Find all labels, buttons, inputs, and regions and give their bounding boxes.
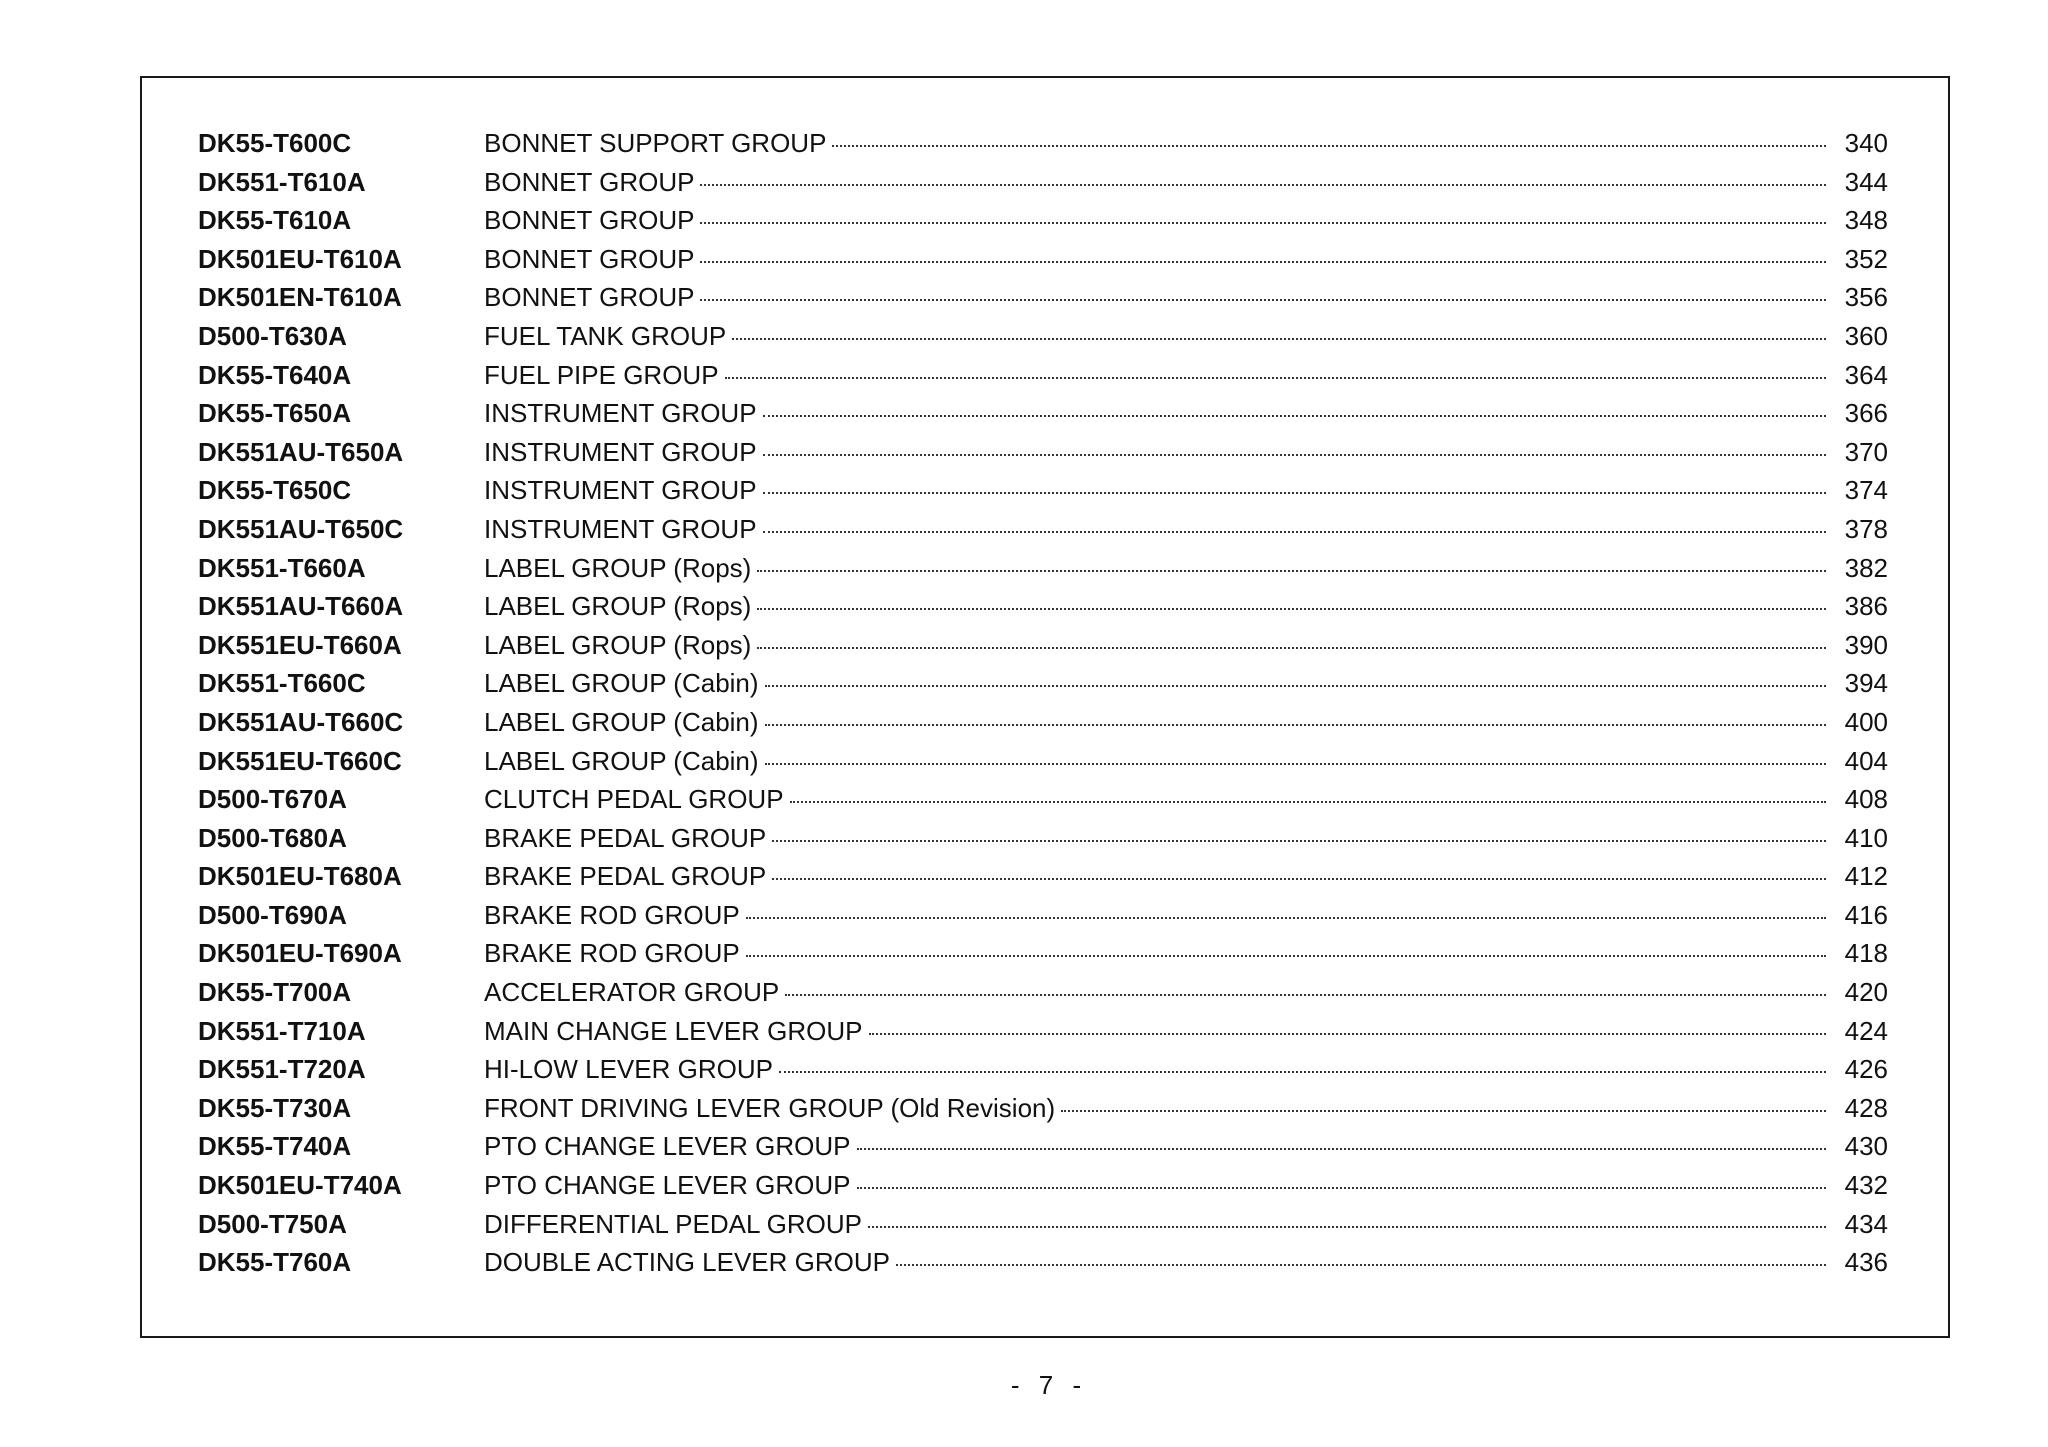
dot-leader	[757, 570, 1826, 572]
part-code: D500-T690A	[198, 899, 347, 930]
group-title: CLUTCH PEDAL GROUP	[484, 784, 784, 815]
group-title: ACCELERATOR GROUP	[484, 977, 780, 1008]
group-title: BRAKE PEDAL GROUP	[484, 861, 767, 892]
dot-leader	[746, 917, 1826, 919]
part-code: DK551EU-T660A	[198, 629, 402, 660]
page-number: - 7 -	[1010, 1370, 1088, 1400]
part-code: DK55-T740A	[198, 1131, 352, 1162]
dot-leader	[725, 377, 1826, 379]
part-code: DK551-T720A	[198, 1054, 366, 1085]
dot-leader	[857, 1187, 1827, 1189]
part-code: DK551EU-T660C	[198, 745, 402, 776]
group-title: BONNET SUPPORT GROUP	[484, 128, 827, 158]
page-ref: 400	[1844, 706, 1888, 737]
part-code: DK551AU-T650C	[198, 513, 404, 544]
part-code: DK501EU-T690A	[198, 938, 402, 969]
part-code: DK551-T710A	[198, 1015, 366, 1046]
group-title: LABEL GROUP (Rops)	[484, 629, 752, 660]
page-ref: 378	[1844, 513, 1888, 544]
toc-entry	[198, 1205, 1888, 1244]
dot-leader	[785, 994, 1826, 996]
toc-entry	[198, 587, 1888, 626]
dot-leader	[732, 338, 1826, 340]
group-title: PTO CHANGE LEVER GROUP	[484, 1170, 851, 1201]
part-code: DK55-T700A	[198, 977, 352, 1008]
toc-entry	[198, 201, 1888, 240]
part-code: DK501EU-T740A	[198, 1170, 402, 1201]
dot-leader	[857, 1148, 1827, 1150]
group-title: FRONT DRIVING LEVER GROUP (Old Revision)	[484, 1092, 1056, 1123]
dot-leader	[763, 492, 1826, 494]
dot-leader	[869, 1033, 1826, 1035]
toc-entry	[198, 240, 1888, 279]
toc-entry	[198, 394, 1888, 433]
page-ref: 416	[1844, 899, 1888, 930]
page-ref: 412	[1844, 861, 1888, 892]
table-of-contents	[198, 124, 1888, 1282]
part-code: D500-T670A	[198, 784, 347, 815]
toc-entry	[198, 896, 1888, 935]
group-title: BONNET GROUP	[484, 166, 695, 197]
page-ref: 434	[1844, 1208, 1888, 1239]
dot-leader	[765, 685, 1826, 687]
dot-leader	[700, 222, 1826, 224]
page-ref: 382	[1844, 552, 1888, 583]
group-title: INSTRUMENT GROUP	[484, 398, 757, 429]
group-title: HI-LOW LEVER GROUP	[484, 1054, 773, 1085]
toc-entry	[198, 973, 1888, 1012]
toc-entry	[198, 780, 1888, 819]
group-title: LABEL GROUP (Cabin)	[484, 668, 759, 699]
toc-entry	[198, 471, 1888, 510]
group-title: BRAKE PEDAL GROUP	[484, 822, 767, 853]
group-title: BRAKE ROD GROUP	[484, 899, 740, 930]
part-code: DK551AU-T660A	[198, 591, 404, 622]
page-ref: 390	[1844, 629, 1888, 660]
dot-leader	[772, 878, 1826, 880]
dot-leader	[763, 531, 1826, 533]
part-code: DK501EN-T610A	[198, 282, 402, 313]
toc-entry	[198, 703, 1888, 742]
group-title: DIFFERENTIAL PEDAL GROUP	[484, 1208, 863, 1239]
part-code: DK551AU-T650A	[198, 436, 404, 467]
dot-leader	[1061, 1110, 1826, 1112]
group-title: LABEL GROUP (Cabin)	[484, 706, 759, 737]
part-code: DK55-T650C	[198, 475, 352, 506]
part-code: D500-T630A	[198, 320, 347, 351]
page-ref: 352	[1844, 243, 1888, 274]
toc-entry	[198, 934, 1888, 973]
toc-entry	[198, 163, 1888, 202]
page-ref: 366	[1844, 398, 1888, 429]
toc-entry	[198, 1050, 1888, 1089]
part-code: DK55-T760A	[198, 1247, 352, 1278]
group-title: DOUBLE ACTING LEVER GROUP	[484, 1247, 890, 1278]
part-code: DK551-T610A	[198, 166, 366, 197]
toc-entry	[198, 742, 1888, 781]
group-title: FUEL TANK GROUP	[484, 320, 727, 351]
part-code: DK55-T650A	[198, 398, 352, 429]
toc-entry	[198, 549, 1888, 588]
toc-entry	[198, 124, 1888, 163]
toc-entry	[198, 510, 1888, 549]
page-ref: 386	[1844, 591, 1888, 622]
page-ref: 426	[1844, 1054, 1888, 1085]
page-ref: 364	[1844, 359, 1888, 390]
page-ref: 394	[1844, 668, 1888, 699]
dot-leader	[763, 415, 1826, 417]
dot-leader	[896, 1264, 1826, 1266]
dot-leader	[700, 299, 1826, 301]
page-ref: 404	[1844, 745, 1888, 776]
page-ref: 348	[1844, 205, 1888, 236]
group-title: BONNET GROUP	[484, 205, 695, 236]
group-title: INSTRUMENT GROUP	[484, 475, 757, 506]
part-code: DK551AU-T660C	[198, 706, 404, 737]
dot-leader	[765, 763, 1826, 765]
part-code: DK55-T730A	[198, 1092, 352, 1123]
page-ref: 418	[1844, 938, 1888, 969]
dot-leader	[779, 1071, 1826, 1073]
dot-leader	[757, 608, 1826, 610]
group-title: LABEL GROUP (Rops)	[484, 552, 752, 583]
part-code: DK501EU-T610A	[198, 243, 402, 274]
group-title: INSTRUMENT GROUP	[484, 436, 757, 467]
dot-leader	[790, 801, 1826, 803]
part-code: DK551-T660C	[198, 668, 366, 699]
page-ref: 410	[1844, 822, 1888, 853]
part-code: DK551-T660A	[198, 552, 366, 583]
part-code: DK55-T600C	[198, 128, 352, 158]
page-ref: 432	[1844, 1170, 1888, 1201]
toc-entry	[198, 1012, 1888, 1051]
group-title: LABEL GROUP (Rops)	[484, 591, 752, 622]
toc-entry	[198, 1089, 1888, 1128]
group-title: BRAKE ROD GROUP	[484, 938, 740, 969]
group-title: BONNET GROUP	[484, 243, 695, 274]
part-code: DK501EU-T680A	[198, 861, 402, 892]
part-code: DK55-T640A	[198, 359, 352, 390]
dot-leader	[832, 145, 1826, 147]
page-ref: 408	[1844, 784, 1888, 815]
group-title: BONNET GROUP	[484, 282, 695, 313]
toc-entry	[198, 317, 1888, 356]
toc-entry	[198, 664, 1888, 703]
page-ref: 420	[1844, 977, 1888, 1008]
dot-leader	[757, 647, 1826, 649]
part-code: D500-T750A	[198, 1208, 347, 1239]
page-ref: 370	[1844, 436, 1888, 467]
toc-entry	[198, 857, 1888, 896]
dot-leader	[746, 955, 1826, 957]
page-ref: 344	[1844, 166, 1888, 197]
page-ref: 436	[1844, 1247, 1888, 1278]
dot-leader	[765, 724, 1826, 726]
page-ref: 340	[1844, 128, 1888, 158]
toc-entry	[198, 1166, 1888, 1205]
toc-entry	[198, 278, 1888, 317]
toc-entry	[198, 1243, 1888, 1282]
toc-entry	[198, 1127, 1888, 1166]
toc-entry	[198, 356, 1888, 395]
part-code: DK55-T610A	[198, 205, 352, 236]
dot-leader	[868, 1226, 1826, 1228]
dot-leader	[700, 184, 1826, 186]
page-ref: 374	[1844, 475, 1888, 506]
toc-entry	[198, 433, 1888, 472]
page-ref: 428	[1844, 1092, 1888, 1123]
page-ref: 356	[1844, 282, 1888, 313]
group-title: INSTRUMENT GROUP	[484, 513, 757, 544]
page-ref: 430	[1844, 1131, 1888, 1162]
dot-leader	[763, 454, 1826, 456]
page-ref: 360	[1844, 320, 1888, 351]
part-code: D500-T680A	[198, 822, 347, 853]
toc-entry	[198, 626, 1888, 665]
dot-leader	[700, 261, 1826, 263]
group-title: LABEL GROUP (Cabin)	[484, 745, 759, 776]
page-ref: 424	[1844, 1015, 1888, 1046]
group-title: PTO CHANGE LEVER GROUP	[484, 1131, 851, 1162]
toc-entry	[198, 819, 1888, 858]
dot-leader	[772, 840, 1826, 842]
group-title: FUEL PIPE GROUP	[484, 359, 719, 390]
group-title: MAIN CHANGE LEVER GROUP	[484, 1015, 863, 1046]
